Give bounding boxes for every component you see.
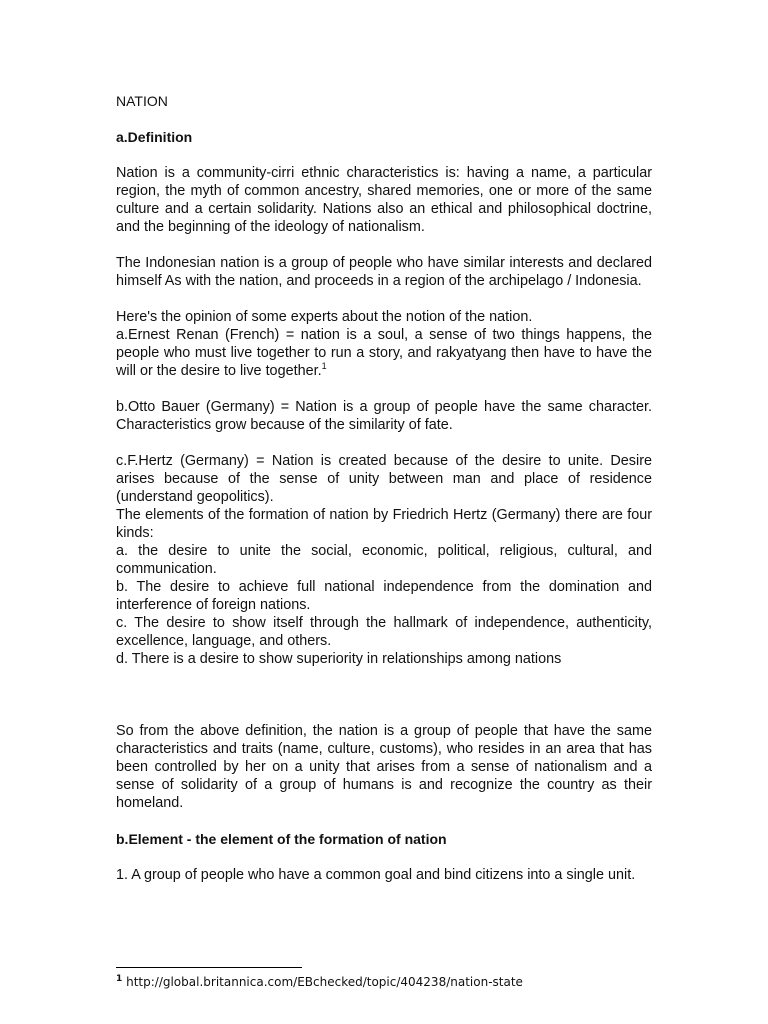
expert-renan-text: a.Ernest Renan (French) = nation is a soul, a sense of two things happens, the people who must live together to run a story, and rakyatyang then have to have the will or the desire to live together.: [116, 327, 652, 379]
footnote: [116, 974, 523, 990]
paragraph-expert-renan: [116, 326, 652, 380]
paragraph-conclusion: So from the above definition, the nation is a group of people that have the same characteristics and traits (name, culture, customs), who resides in an area that has been controlled by her on a unity that arises from a sense of nationalism and a sense of solidarity of a group of humans is and recognize the country as their homeland.: [116, 723, 652, 811]
paragraph-element-1: 1. A group of people who have a common goal and bind citizens into a single unit.: [116, 867, 636, 883]
page-title: NATION: [116, 93, 168, 109]
paragraph-hertz-intro: The elements of the formation of nation by Friedrich Hertz (Germany) there are four kinds:: [116, 507, 652, 541]
footnote-divider: [116, 967, 302, 968]
paragraph-expert-bauer: b.Otto Bauer (Germany) = Nation is a group of people have the same character. Characteristics grow because of the similarity of fate.: [116, 399, 652, 433]
paragraph-experts-intro: Here's the opinion of some experts about the notion of the nation.: [116, 309, 533, 325]
document-body: [116, 92, 652, 884]
section-heading-element: b.Element - the element of the formation of nation: [116, 831, 447, 847]
list-item-hertz-a: a. the desire to unite the social, economic, political, religious, cultural, and communication.: [116, 543, 652, 577]
paragraph-expert-hertz: c.F.Hertz (Germany) = Nation is created because of the desire to unite. Desire arises because of the sense of unity between man and place of residence (understand geopolitics).: [116, 453, 652, 505]
paragraph-nation-definition: Nation is a community-cirri ethnic characteristics is: having a name, a particular region, the myth of common ancestry, shared memories, one or more of the same culture and a certain solidarity. Nations also an ethical and philosophical doctrine, and the beginning of the ideology of nationalism.: [116, 165, 652, 235]
paragraph-indonesian-nation: The Indonesian nation is a group of people who have similar interests and declared himself As with the nation, and proceeds in a region of the archipelago / Indonesia.: [116, 255, 652, 289]
section-heading-definition: a.Definition: [116, 129, 193, 145]
footnote-link[interactable]: http://global.britannica.com/EBchecked/topic/404238/nation-state: [126, 975, 523, 989]
list-item-hertz-c: c. The desire to show itself through the hallmark of independence, authenticity, excellence, language, and others.: [116, 615, 652, 649]
footnote-number: 1: [116, 974, 123, 984]
list-item-hertz-b: b. The desire to achieve full national independence from the domination and interference of foreign nations.: [116, 579, 652, 613]
footnote-reference[interactable]: 1: [321, 361, 327, 372]
list-item-hertz-d: d. There is a desire to show superiority in relationships among nations: [116, 651, 562, 667]
